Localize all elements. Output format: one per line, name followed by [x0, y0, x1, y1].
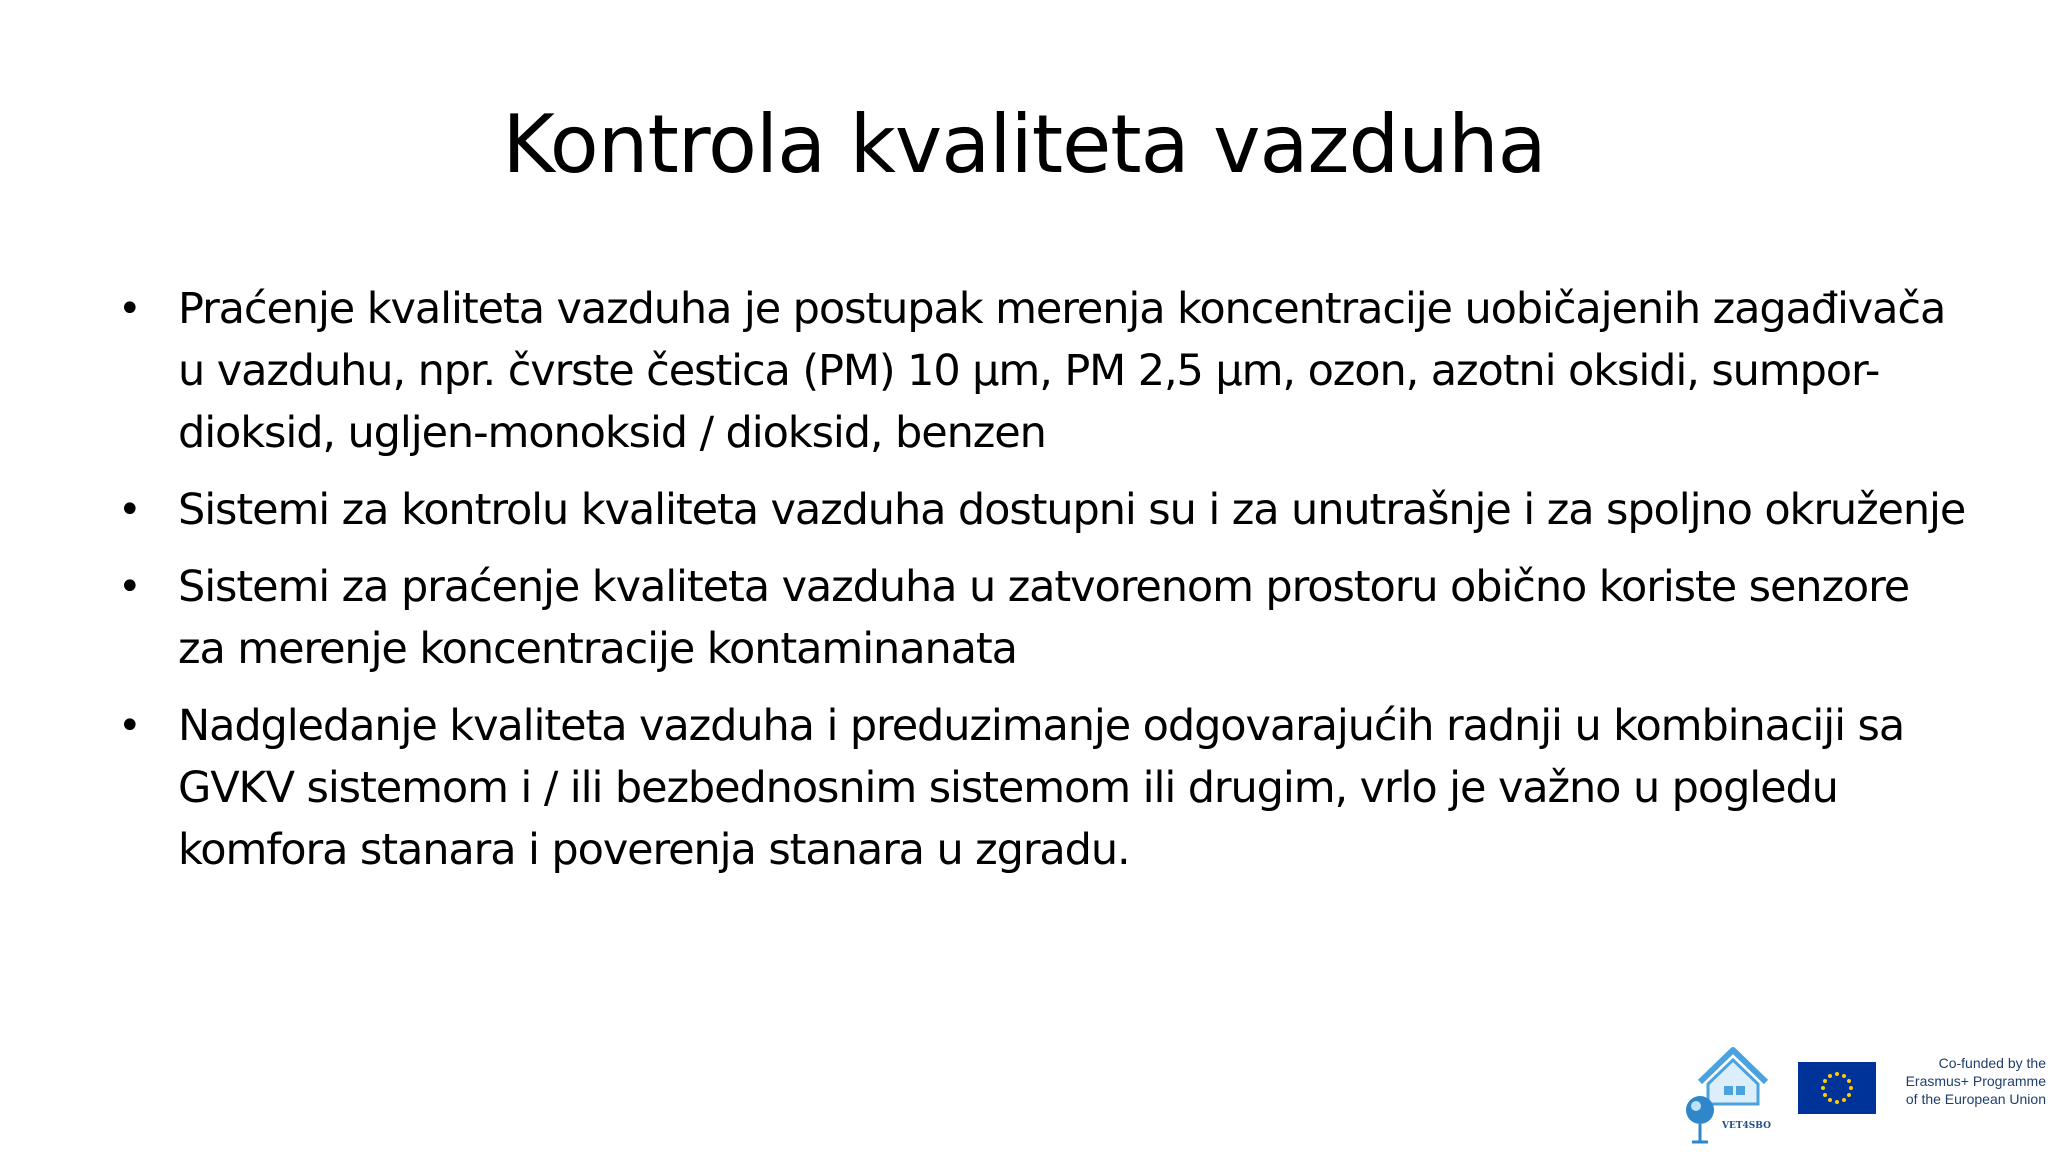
bullet-dot-icon: •	[118, 564, 141, 610]
slide-title: Kontrola kvaliteta vazduha	[502, 98, 1546, 191]
eu-caption-line: Co-funded by the	[1938, 1055, 2046, 1071]
eu-caption-line: Erasmus+ Programme	[1905, 1073, 2046, 1089]
bullet-dot-icon: •	[118, 286, 141, 332]
vet4sbo-logo-text: VET4SBO	[1722, 1121, 1771, 1131]
bullet-text: Sistemi za praćenje kvaliteta vazduha u zatvorenom prostoru obično koriste senzore za merenje koncentracije kontaminanata	[178, 562, 1910, 674]
bullet-dot-icon: •	[118, 487, 141, 533]
bullet-item	[118, 278, 1968, 464]
eu-cofunding-caption	[1882, 1054, 2046, 1108]
bullet-text: Sistemi za kontrolu kvaliteta vazduha dostupni su i za unutrašnje i za spoljno okruženje	[178, 485, 1966, 535]
eu-caption-line: of the European Union	[1905, 1091, 2046, 1107]
eu-flag-icon	[1798, 1062, 1876, 1114]
bullet-item	[118, 479, 1968, 541]
bullet-list	[118, 278, 1968, 896]
footer-logos	[1678, 1042, 2048, 1152]
bullet-item	[118, 695, 1968, 881]
bullet-dot-icon: •	[118, 703, 141, 749]
bullet-text: Praćenje kvaliteta vazduha je postupak merenja koncentracije uobičajenih zagađivača u vazduhu, npr. čvrste čestica (PM) 10 µm, PM 2,5 µm, ozon, azotni oksidi, sumpor-dioksid, ugljen-monoksid / dioksid, benzen	[178, 284, 1946, 458]
vet4sbo-logo	[1678, 1042, 1778, 1152]
bullet-item	[118, 556, 1968, 680]
bullet-text: Nadgledanje kvaliteta vazduha i preduzimanje odgovarajućih radnji u kombinaciji sa GVKV sistemom i / ili bezbednosnim sistemom ili drugim, vrlo je važno u pogledu komfora stanara i poverenja stanara u zgradu.	[178, 701, 1905, 875]
